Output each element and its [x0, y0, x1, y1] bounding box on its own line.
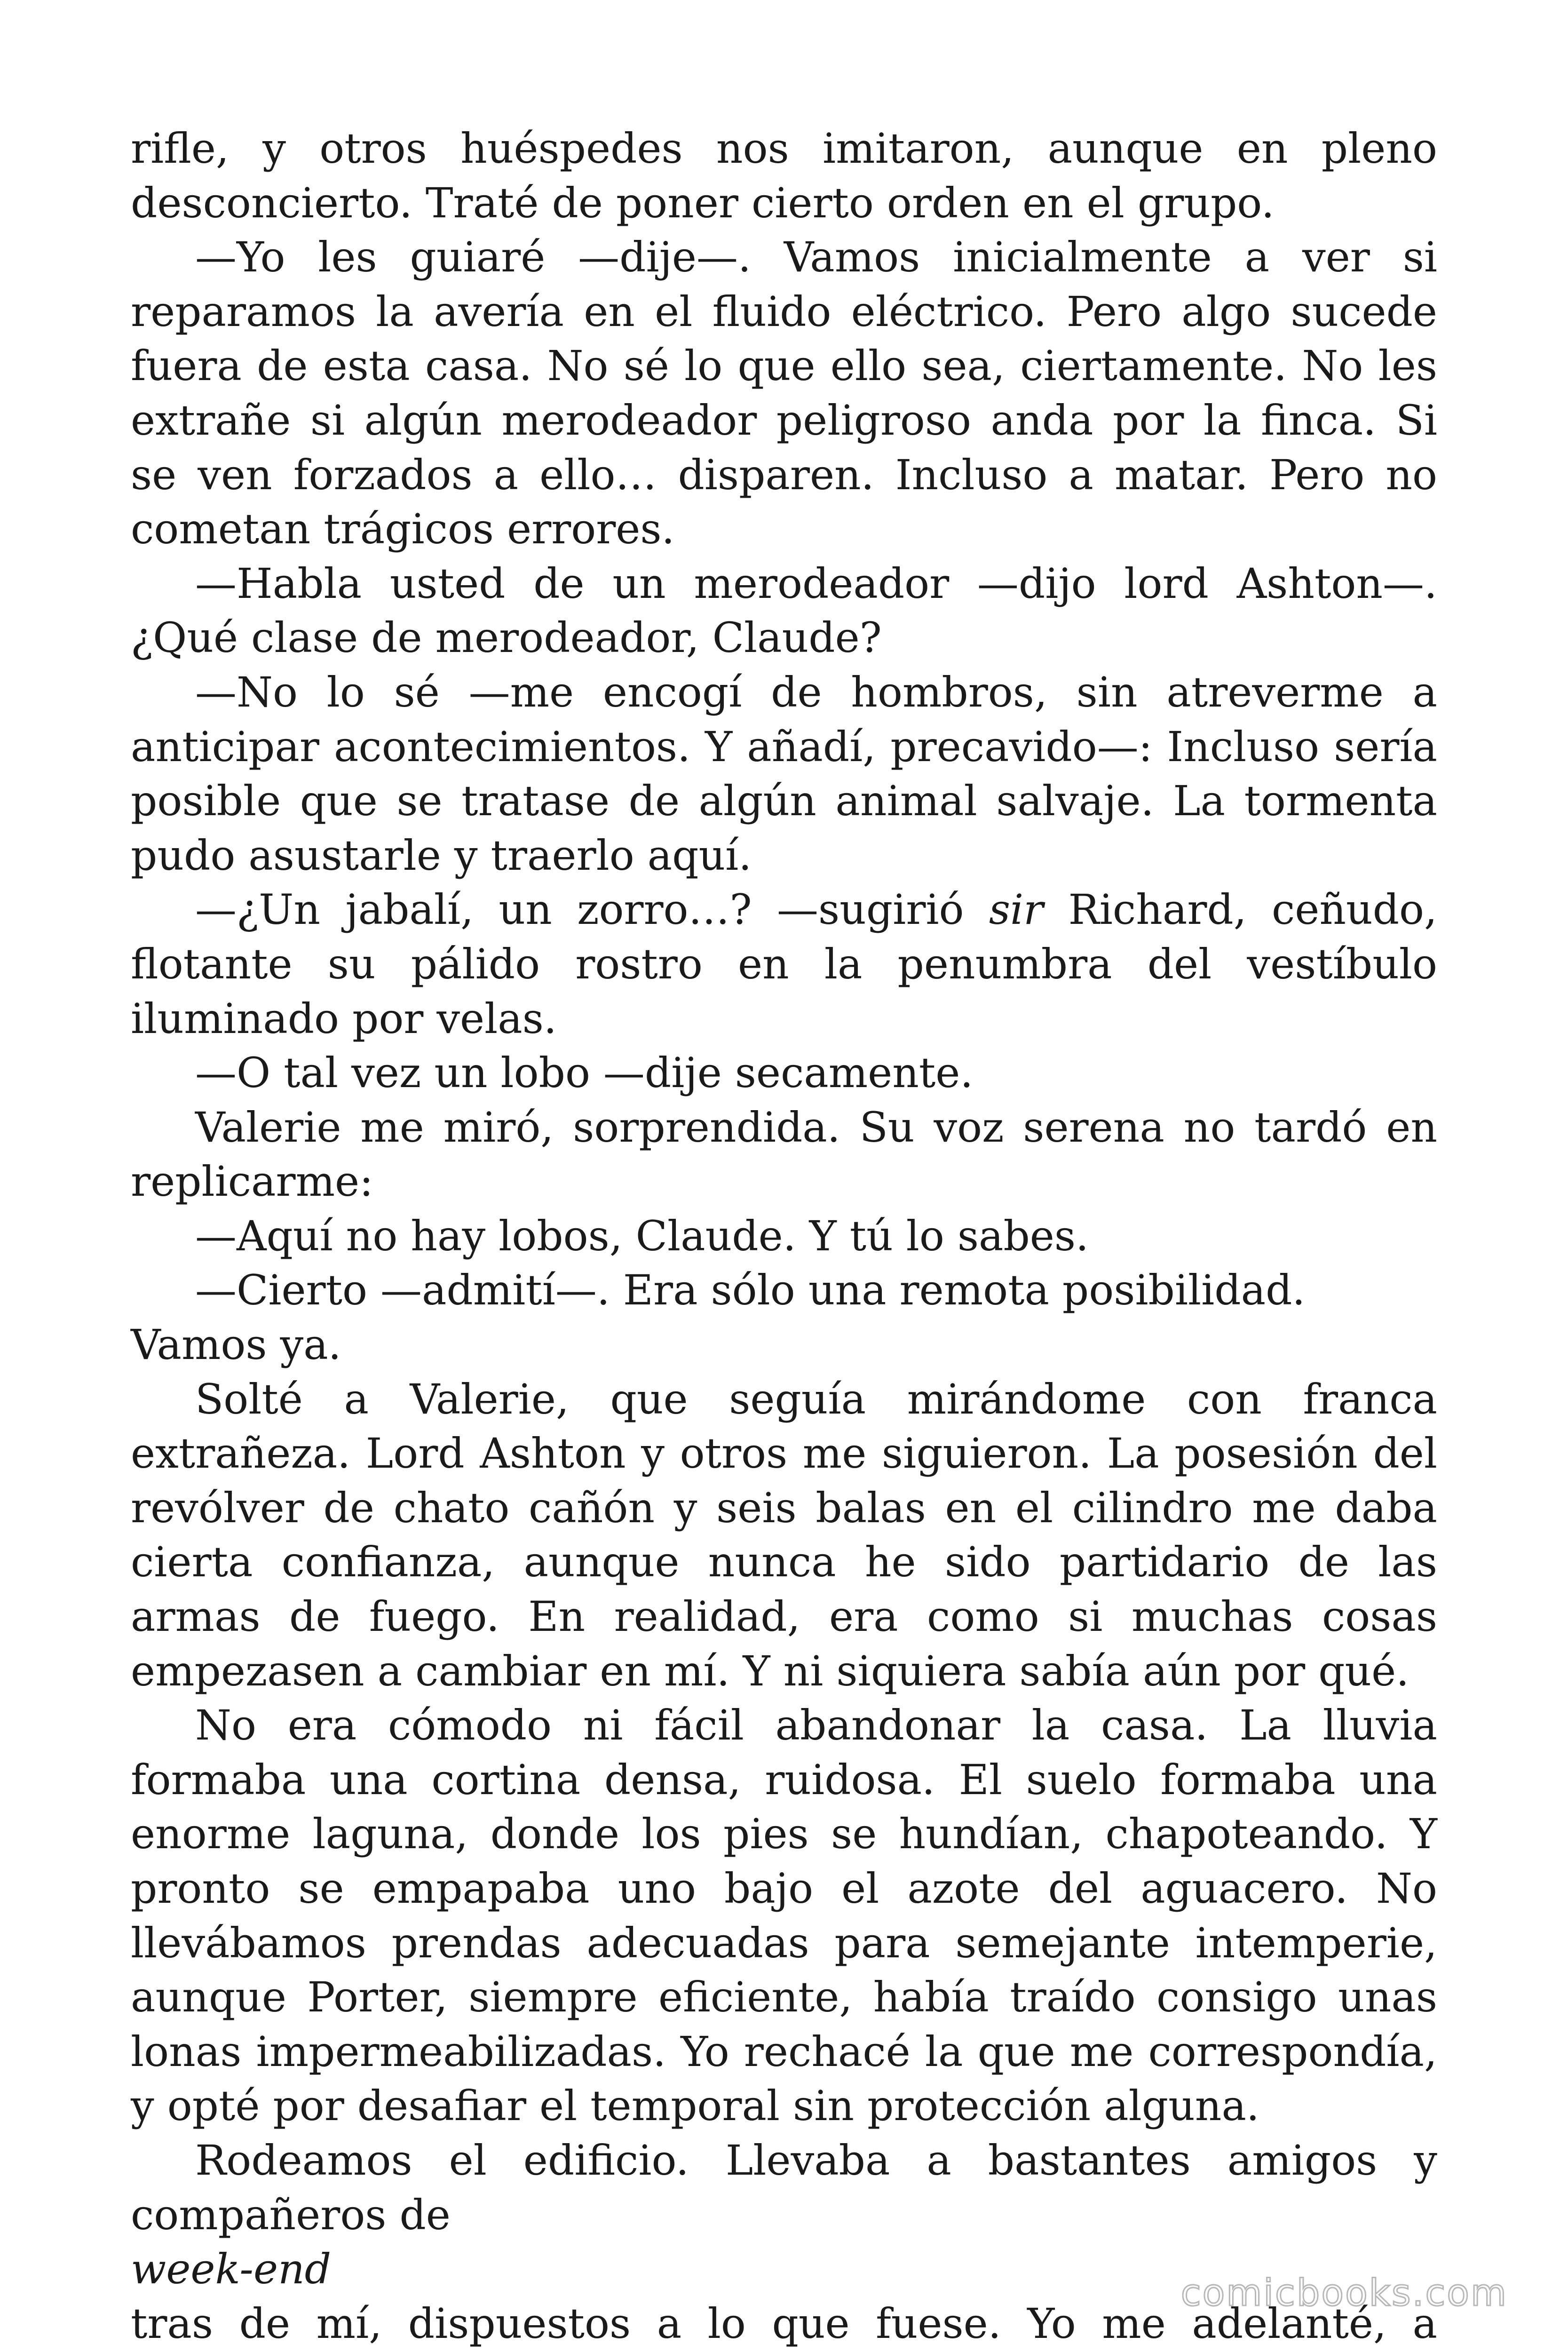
text-run: —O tal vez un lobo —dije secamente. — [195, 1049, 974, 1097]
paragraph — [131, 1209, 1437, 1263]
paragraph — [131, 665, 1437, 882]
paragraph — [131, 230, 1437, 556]
paragraph — [131, 1372, 1437, 1699]
paragraph — [131, 882, 1437, 1046]
italic-text-run: sir — [989, 885, 1044, 934]
text-run: tras de mí, dispuestos a lo que fuese. Yo me adelanté, a — [131, 2299, 1437, 2348]
paragraph — [131, 1698, 1437, 2133]
text-run: Valerie me miró, sorprendida. Su voz serena no tardó en replicarme: — [131, 1103, 1437, 1206]
watermark-logo: comicbooks.com — [1180, 2272, 1508, 2314]
text-run: —Cierto —admití—. Era sólo una remota posibilidad. Vamos ya. — [131, 1266, 1306, 1369]
paragraph — [131, 1100, 1437, 1209]
text-run: rifle, y otros huéspedes nos imitaron, aunque en pleno desconcierto. Traté de poner cierto orden en el grupo. — [131, 124, 1437, 227]
paragraph — [131, 121, 1437, 230]
paragraph — [131, 1263, 1437, 1372]
paragraph — [131, 556, 1437, 665]
text-run: No era cómodo ni fácil abandonar la casa. La lluvia formaba una cortina densa, ruidosa. El suelo formaba una enorme laguna, donde los pies se hundían, chapoteando. Y pronto se empapaba uno bajo el azote del aguacero. No llevábamos prendas adecuadas para semejante intemperie, aunque Porter, siempre eficiente, había traído consigo unas lonas impermeabilizadas. Yo rechacé la que me correspondía, y opté por desafiar el temporal sin protección alguna. — [131, 1701, 1437, 2130]
text-run: —Aquí no hay lobos, Claude. Y tú lo sabes. — [195, 1211, 1089, 1260]
text-run: Richard, ceñudo, flotante su pálido rostro en la penumbra del vestíbulo iluminado por velas. — [131, 885, 1437, 1043]
text-run: Rodeamos el edificio. Llevaba a bastantes amigos y compañeros de — [131, 2136, 1437, 2239]
text-run: —No lo sé —me encogí de hombros, sin atreverme a anticipar acontecimientos. Y añadí, precavido—: Incluso sería posible que se tratase de algún animal salvaje. La tormenta pudo asustarle y traerlo aquí. — [131, 667, 1437, 880]
body-text — [131, 121, 1437, 2352]
text-run: —Yo les guiaré —dije—. Vamos inicialmente a ver si reparamos la avería en el fluido eléctrico. Pero algo sucede fuera de esta casa. No sé lo que ello sea, ciertamente. No les extrañe si algún merodeador peligroso anda por la finca. Si se ven forzados a ello… disparen. Incluso a matar. Pero no cometan trágicos errores. — [131, 233, 1437, 554]
paragraph — [131, 2133, 1437, 2242]
text-run: Solté a Valerie, que seguía mirándome con franca extrañeza. Lord Ashton y otros me siguieron. La posesión del revólver de chato cañón y seis balas en el cilindro me daba cierta confianza, aunque nunca he sido partidario de las armas de fuego. En realidad, era como si muchas cosas empezasen a cambiar en mí. Y ni siquiera sabía aún por qué. — [131, 1375, 1437, 1695]
text-run: —¿Un jabalí, un zorro…? —sugirió — [195, 885, 989, 934]
italic-text-run: week-end — [131, 2245, 332, 2294]
text-run: —Habla usted de un merodeador —dijo lord Ashton—. ¿Qué clase de merodeador, Claude? — [131, 559, 1437, 662]
paragraph — [131, 1046, 1437, 1100]
